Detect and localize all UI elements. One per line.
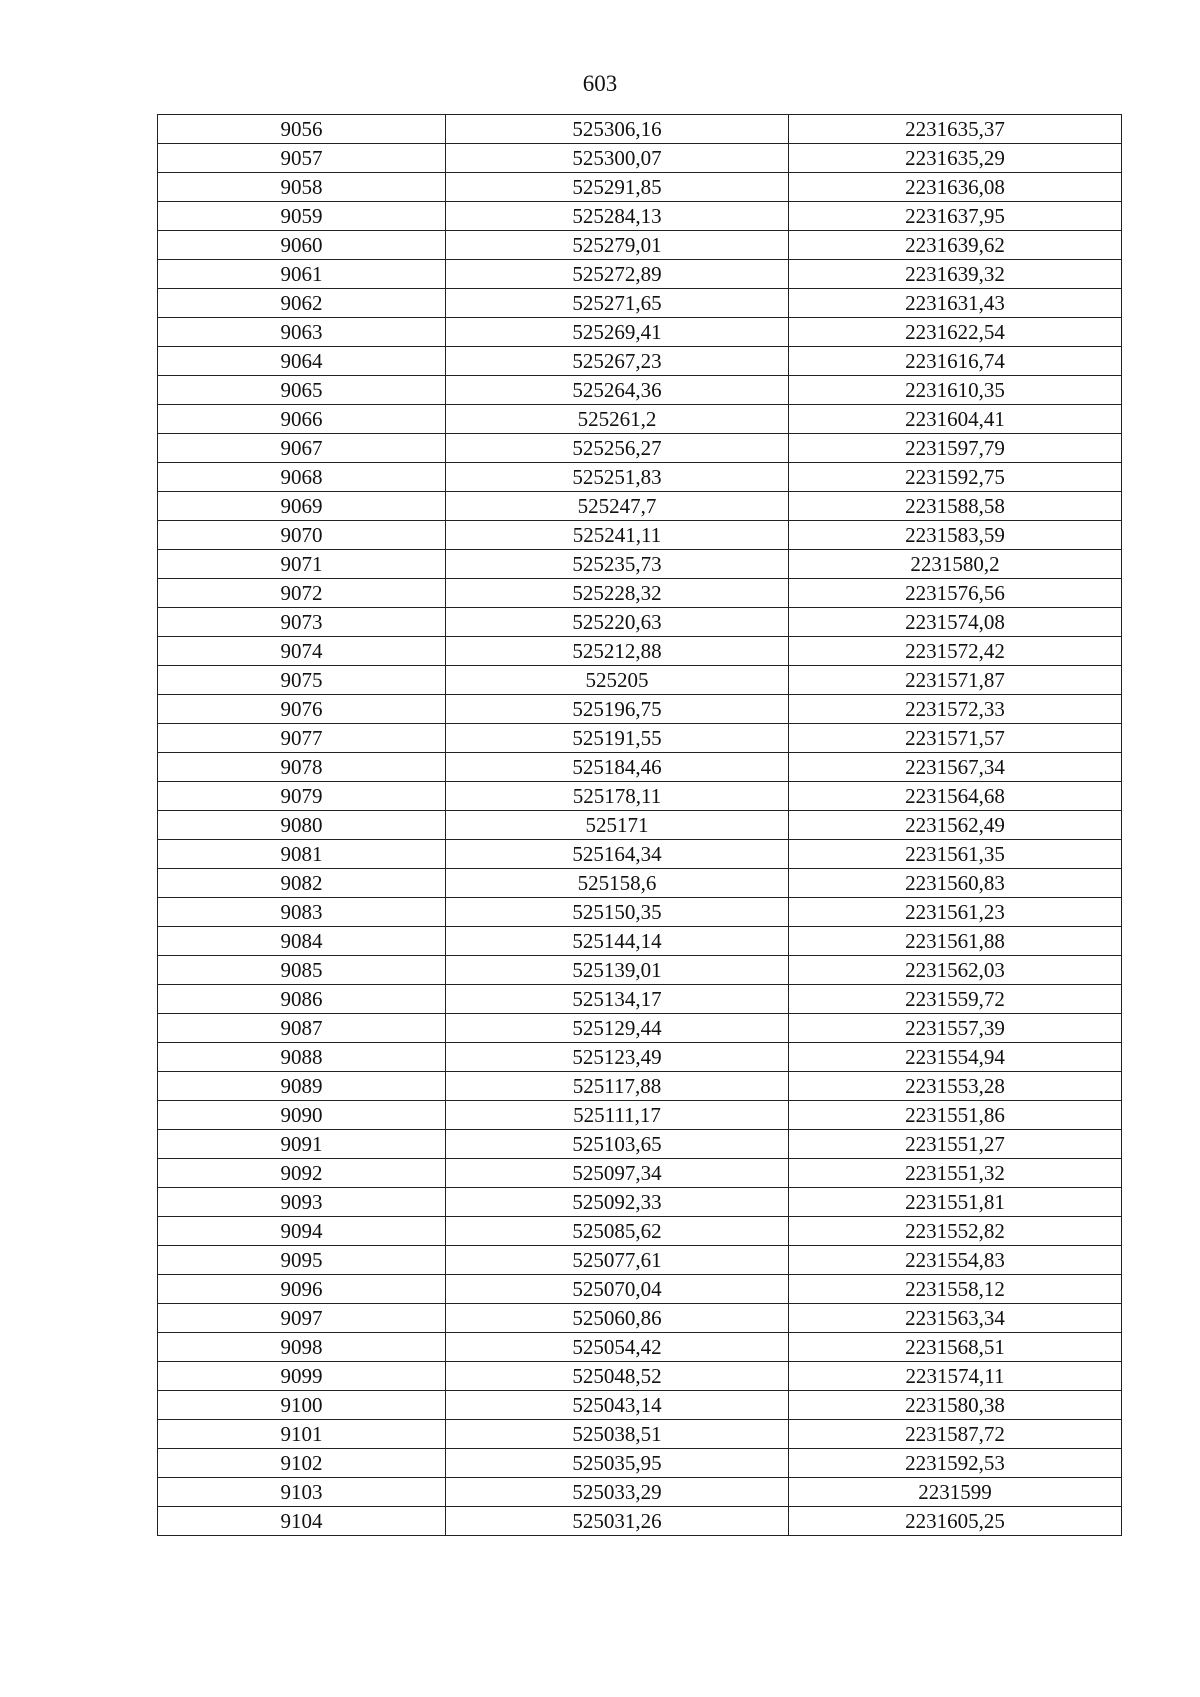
table-row	[158, 1449, 1122, 1478]
x-coordinate-cell: 525220,63	[446, 608, 789, 637]
table-row	[158, 376, 1122, 405]
point-number-cell: 9057	[158, 144, 446, 173]
y-coordinate-cell: 2231622,54	[789, 318, 1122, 347]
x-coordinate-cell: 525264,36	[446, 376, 789, 405]
x-coordinate-cell: 525261,2	[446, 405, 789, 434]
point-number-cell: 9080	[158, 811, 446, 840]
table-row	[158, 927, 1122, 956]
table-row	[158, 1101, 1122, 1130]
table-row	[158, 579, 1122, 608]
y-coordinate-cell: 2231563,34	[789, 1304, 1122, 1333]
x-coordinate-cell: 525212,88	[446, 637, 789, 666]
table-row	[158, 289, 1122, 318]
table-row	[158, 1304, 1122, 1333]
y-coordinate-cell: 2231567,34	[789, 753, 1122, 782]
point-number-cell: 9071	[158, 550, 446, 579]
table-row	[158, 1275, 1122, 1304]
point-number-cell: 9098	[158, 1333, 446, 1362]
table-row	[158, 1246, 1122, 1275]
table-row	[158, 985, 1122, 1014]
x-coordinate-cell: 525235,73	[446, 550, 789, 579]
table-row	[158, 1188, 1122, 1217]
table-row	[158, 202, 1122, 231]
x-coordinate-cell: 525035,95	[446, 1449, 789, 1478]
x-coordinate-cell: 525272,89	[446, 260, 789, 289]
point-number-cell: 9065	[158, 376, 446, 405]
x-coordinate-cell: 525300,07	[446, 144, 789, 173]
point-number-cell: 9079	[158, 782, 446, 811]
y-coordinate-cell: 2231592,53	[789, 1449, 1122, 1478]
point-number-cell: 9086	[158, 985, 446, 1014]
table-row	[158, 115, 1122, 144]
y-coordinate-cell: 2231574,11	[789, 1362, 1122, 1391]
point-number-cell: 9095	[158, 1246, 446, 1275]
table-row	[158, 231, 1122, 260]
y-coordinate-cell: 2231572,42	[789, 637, 1122, 666]
x-coordinate-cell: 525251,83	[446, 463, 789, 492]
point-number-cell: 9085	[158, 956, 446, 985]
y-coordinate-cell: 2231562,03	[789, 956, 1122, 985]
table-row	[158, 463, 1122, 492]
y-coordinate-cell: 2231551,32	[789, 1159, 1122, 1188]
x-coordinate-cell: 525117,88	[446, 1072, 789, 1101]
table-row	[158, 869, 1122, 898]
table-row	[158, 1420, 1122, 1449]
table-row	[158, 1507, 1122, 1536]
table-row	[158, 173, 1122, 202]
point-number-cell: 9068	[158, 463, 446, 492]
point-number-cell: 9082	[158, 869, 446, 898]
y-coordinate-cell: 2231636,08	[789, 173, 1122, 202]
x-coordinate-cell: 525269,41	[446, 318, 789, 347]
y-coordinate-cell: 2231562,49	[789, 811, 1122, 840]
table-row	[158, 637, 1122, 666]
y-coordinate-cell: 2231592,75	[789, 463, 1122, 492]
x-coordinate-cell: 525038,51	[446, 1420, 789, 1449]
y-coordinate-cell: 2231564,68	[789, 782, 1122, 811]
x-coordinate-cell: 525060,86	[446, 1304, 789, 1333]
point-number-cell: 9087	[158, 1014, 446, 1043]
x-coordinate-cell: 525111,17	[446, 1101, 789, 1130]
y-coordinate-cell: 2231557,39	[789, 1014, 1122, 1043]
table-row	[158, 521, 1122, 550]
x-coordinate-cell: 525284,13	[446, 202, 789, 231]
table-row	[158, 956, 1122, 985]
point-number-cell: 9056	[158, 115, 446, 144]
point-number-cell: 9070	[158, 521, 446, 550]
point-number-cell: 9066	[158, 405, 446, 434]
table-row	[158, 811, 1122, 840]
point-number-cell: 9078	[158, 753, 446, 782]
y-coordinate-cell: 2231635,29	[789, 144, 1122, 173]
x-coordinate-cell: 525031,26	[446, 1507, 789, 1536]
x-coordinate-cell: 525256,27	[446, 434, 789, 463]
x-coordinate-cell: 525171	[446, 811, 789, 840]
point-number-cell: 9083	[158, 898, 446, 927]
y-coordinate-cell: 2231637,95	[789, 202, 1122, 231]
y-coordinate-cell: 2231554,94	[789, 1043, 1122, 1072]
table-row	[158, 898, 1122, 927]
point-number-cell: 9063	[158, 318, 446, 347]
table-row	[158, 782, 1122, 811]
point-number-cell: 9093	[158, 1188, 446, 1217]
table-row	[158, 1217, 1122, 1246]
point-number-cell: 9067	[158, 434, 446, 463]
point-number-cell: 9099	[158, 1362, 446, 1391]
point-number-cell: 9060	[158, 231, 446, 260]
x-coordinate-cell: 525048,52	[446, 1362, 789, 1391]
point-number-cell: 9075	[158, 666, 446, 695]
table-body	[158, 115, 1122, 1536]
y-coordinate-cell: 2231604,41	[789, 405, 1122, 434]
x-coordinate-cell: 525077,61	[446, 1246, 789, 1275]
x-coordinate-cell: 525123,49	[446, 1043, 789, 1072]
table-row	[158, 1478, 1122, 1507]
y-coordinate-cell: 2231580,38	[789, 1391, 1122, 1420]
point-number-cell: 9072	[158, 579, 446, 608]
y-coordinate-cell: 2231583,59	[789, 521, 1122, 550]
y-coordinate-cell: 2231552,82	[789, 1217, 1122, 1246]
table-row	[158, 1072, 1122, 1101]
y-coordinate-cell: 2231559,72	[789, 985, 1122, 1014]
x-coordinate-cell: 525097,34	[446, 1159, 789, 1188]
x-coordinate-cell: 525033,29	[446, 1478, 789, 1507]
x-coordinate-cell: 525164,34	[446, 840, 789, 869]
y-coordinate-cell: 2231597,79	[789, 434, 1122, 463]
y-coordinate-cell: 2231558,12	[789, 1275, 1122, 1304]
x-coordinate-cell: 525092,33	[446, 1188, 789, 1217]
x-coordinate-cell: 525139,01	[446, 956, 789, 985]
point-number-cell: 9073	[158, 608, 446, 637]
table-row	[158, 1362, 1122, 1391]
x-coordinate-cell: 525267,23	[446, 347, 789, 376]
y-coordinate-cell: 2231571,87	[789, 666, 1122, 695]
point-number-cell: 9081	[158, 840, 446, 869]
y-coordinate-cell: 2231635,37	[789, 115, 1122, 144]
x-coordinate-cell: 525085,62	[446, 1217, 789, 1246]
y-coordinate-cell: 2231554,83	[789, 1246, 1122, 1275]
point-number-cell: 9077	[158, 724, 446, 753]
point-number-cell: 9096	[158, 1275, 446, 1304]
y-coordinate-cell: 2231561,23	[789, 898, 1122, 927]
table-row	[158, 318, 1122, 347]
x-coordinate-cell: 525103,65	[446, 1130, 789, 1159]
point-number-cell: 9100	[158, 1391, 446, 1420]
point-number-cell: 9091	[158, 1130, 446, 1159]
x-coordinate-cell: 525054,42	[446, 1333, 789, 1362]
y-coordinate-cell: 2231616,74	[789, 347, 1122, 376]
table-row	[158, 1130, 1122, 1159]
page-number: 603	[582, 71, 618, 96]
y-coordinate-cell: 2231572,33	[789, 695, 1122, 724]
point-number-cell: 9090	[158, 1101, 446, 1130]
table-row	[158, 1159, 1122, 1188]
point-number-cell: 9059	[158, 202, 446, 231]
x-coordinate-cell: 525150,35	[446, 898, 789, 927]
point-number-cell: 9102	[158, 1449, 446, 1478]
y-coordinate-cell: 2231580,2	[789, 550, 1122, 579]
table-row	[158, 608, 1122, 637]
x-coordinate-cell: 525205	[446, 666, 789, 695]
table-row	[158, 434, 1122, 463]
x-coordinate-cell: 525291,85	[446, 173, 789, 202]
x-coordinate-cell: 525241,11	[446, 521, 789, 550]
point-number-cell: 9101	[158, 1420, 446, 1449]
x-coordinate-cell: 525247,7	[446, 492, 789, 521]
point-number-cell: 9103	[158, 1478, 446, 1507]
table-row	[158, 695, 1122, 724]
table-row	[158, 144, 1122, 173]
y-coordinate-cell: 2231561,88	[789, 927, 1122, 956]
x-coordinate-cell: 525144,14	[446, 927, 789, 956]
y-coordinate-cell: 2231587,72	[789, 1420, 1122, 1449]
point-number-cell: 9092	[158, 1159, 446, 1188]
y-coordinate-cell: 2231574,08	[789, 608, 1122, 637]
point-number-cell: 9074	[158, 637, 446, 666]
point-number-cell: 9076	[158, 695, 446, 724]
point-number-cell: 9097	[158, 1304, 446, 1333]
table-row	[158, 1043, 1122, 1072]
y-coordinate-cell: 2231551,86	[789, 1101, 1122, 1130]
y-coordinate-cell: 2231568,51	[789, 1333, 1122, 1362]
y-coordinate-cell: 2231551,27	[789, 1130, 1122, 1159]
y-coordinate-cell: 2231588,58	[789, 492, 1122, 521]
x-coordinate-cell: 525271,65	[446, 289, 789, 318]
x-coordinate-cell: 525184,46	[446, 753, 789, 782]
point-number-cell: 9089	[158, 1072, 446, 1101]
y-coordinate-cell: 2231561,35	[789, 840, 1122, 869]
point-number-cell: 9058	[158, 173, 446, 202]
table-row	[158, 840, 1122, 869]
table-row	[158, 405, 1122, 434]
table-row	[158, 753, 1122, 782]
table-row	[158, 724, 1122, 753]
point-number-cell: 9061	[158, 260, 446, 289]
x-coordinate-cell: 525228,32	[446, 579, 789, 608]
x-coordinate-cell: 525043,14	[446, 1391, 789, 1420]
table-row	[158, 1014, 1122, 1043]
point-number-cell: 9088	[158, 1043, 446, 1072]
y-coordinate-cell: 2231639,62	[789, 231, 1122, 260]
y-coordinate-cell: 2231551,81	[789, 1188, 1122, 1217]
y-coordinate-cell: 2231599	[789, 1478, 1122, 1507]
point-number-cell: 9084	[158, 927, 446, 956]
point-number-cell: 9062	[158, 289, 446, 318]
table-row	[158, 260, 1122, 289]
table-row	[158, 492, 1122, 521]
table-row	[158, 550, 1122, 579]
y-coordinate-cell: 2231576,56	[789, 579, 1122, 608]
table-row	[158, 347, 1122, 376]
table-row	[158, 666, 1122, 695]
table-row	[158, 1333, 1122, 1362]
point-number-cell: 9104	[158, 1507, 446, 1536]
point-number-cell: 9069	[158, 492, 446, 521]
y-coordinate-cell: 2231560,83	[789, 869, 1122, 898]
x-coordinate-cell: 525196,75	[446, 695, 789, 724]
point-number-cell: 9094	[158, 1217, 446, 1246]
x-coordinate-cell: 525158,6	[446, 869, 789, 898]
y-coordinate-cell: 2231553,28	[789, 1072, 1122, 1101]
x-coordinate-cell: 525191,55	[446, 724, 789, 753]
x-coordinate-cell: 525134,17	[446, 985, 789, 1014]
y-coordinate-cell: 2231605,25	[789, 1507, 1122, 1536]
table-row	[158, 1391, 1122, 1420]
x-coordinate-cell: 525178,11	[446, 782, 789, 811]
x-coordinate-cell: 525070,04	[446, 1275, 789, 1304]
coordinates-table	[157, 114, 1122, 1536]
y-coordinate-cell: 2231571,57	[789, 724, 1122, 753]
point-number-cell: 9064	[158, 347, 446, 376]
y-coordinate-cell: 2231631,43	[789, 289, 1122, 318]
y-coordinate-cell: 2231639,32	[789, 260, 1122, 289]
x-coordinate-cell: 525306,16	[446, 115, 789, 144]
x-coordinate-cell: 525279,01	[446, 231, 789, 260]
y-coordinate-cell: 2231610,35	[789, 376, 1122, 405]
x-coordinate-cell: 525129,44	[446, 1014, 789, 1043]
